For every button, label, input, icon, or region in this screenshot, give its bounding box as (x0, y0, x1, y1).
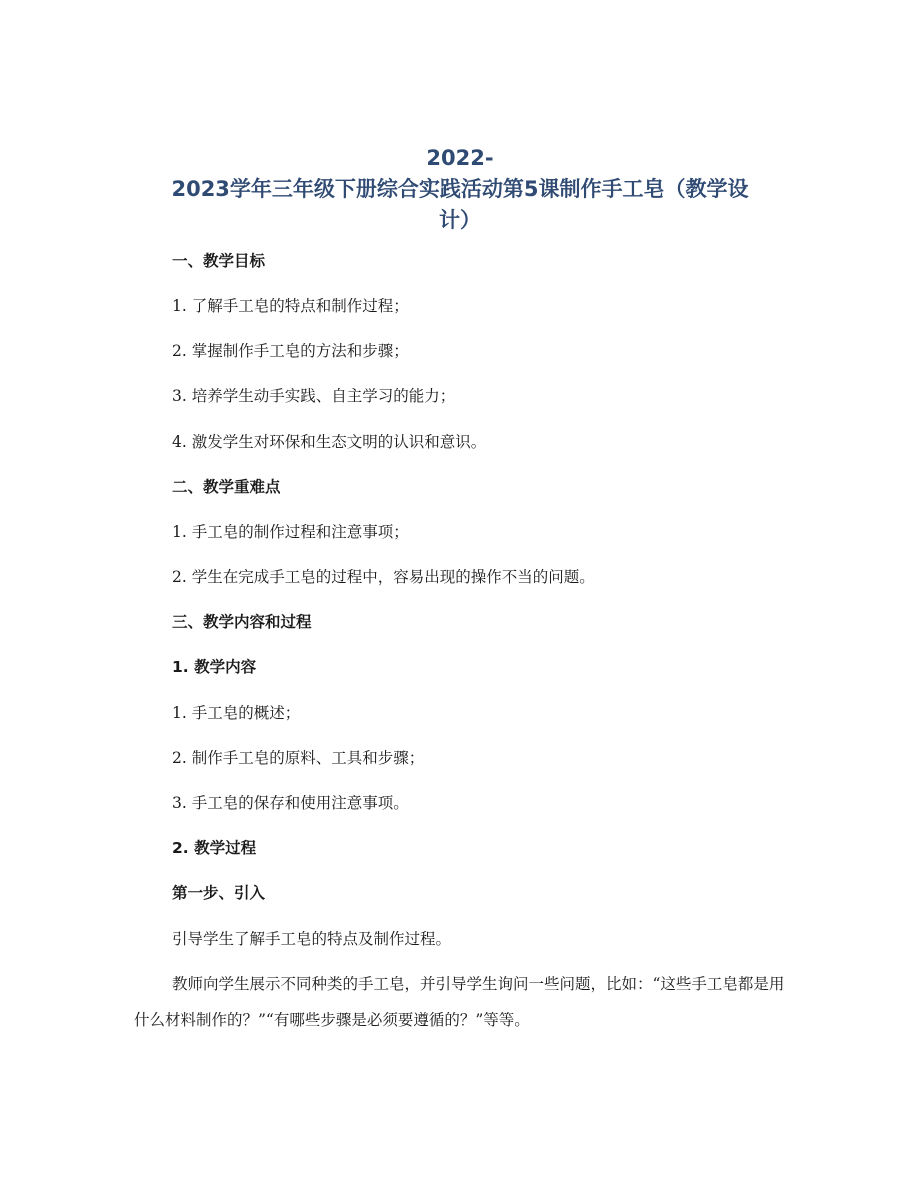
objective-item-1: 1. 了解手工皂的特点和制作过程； (172, 297, 409, 315)
body-paragraph: 教师向学生展示不同种类的手工皂，并引导学生询问一些问题，比如：“这些手工皂都是用什么材料制作的？”“有哪些步骤是必须要遵循的？”等等。 (134, 975, 785, 1029)
subheading-process: 2. 教学过程 (172, 839, 257, 857)
subheading-content: 1. 教学内容 (172, 658, 257, 676)
title-line-3: 计） (439, 208, 481, 232)
intro-sentence: 引导学生了解手工皂的特点及制作过程。 (172, 930, 452, 948)
title-line-2: 2023学年三年级下册综合实践活动第5课制作手工皂（教学设 (171, 177, 749, 201)
objective-item-3: 3. 培养学生动手实践、自主学习的能力； (172, 387, 456, 405)
objective-item-4: 4. 激发学生对环保和生态文明的认识和意识。 (172, 433, 487, 451)
content-item-1: 1. 手工皂的概述； (172, 704, 301, 722)
objective-item-2: 2. 掌握制作手工皂的方法和步骤； (172, 342, 409, 360)
document-title (100, 143, 820, 236)
key-point-item-1: 1. 手工皂的制作过程和注意事项； (172, 523, 409, 541)
section-heading-key-points: 二、教学重难点 (172, 478, 281, 496)
section-heading-objectives: 一、教学目标 (172, 252, 266, 270)
content-item-2: 2. 制作手工皂的原料、工具和步骤； (172, 749, 425, 767)
content-item-3: 3. 手工皂的保存和使用注意事项。 (172, 794, 409, 812)
step-heading-intro: 第一步、引入 (172, 884, 266, 902)
section-heading-content-process: 三、教学内容和过程 (172, 613, 312, 631)
key-point-item-2: 2. 学生在完成手工皂的过程中，容易出现的操作不当的问题。 (172, 568, 595, 586)
title-line-1: 2022- (426, 146, 494, 170)
